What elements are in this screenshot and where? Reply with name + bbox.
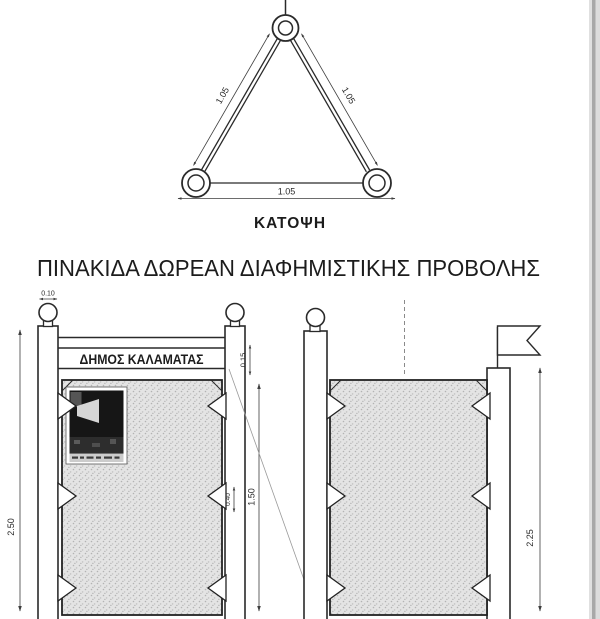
plan-strut-right — [290, 38, 369, 171]
dim-label-side-right: 1.05 — [339, 85, 358, 106]
dim-label-total-height: 2.50 — [6, 518, 16, 536]
plan-caption: ΚΑΤΟΨΗ — [253, 215, 327, 232]
page-title: ΠΙΝΑΚΙΔΑ ΔΩΡΕΑΝ ΔΙΑΦΗΜΙΣΤΙΚΗΣ ΠΡΟΒΟΛΗΣ — [37, 255, 540, 281]
poster-photo — [66, 387, 127, 464]
side-display-panel — [330, 380, 487, 615]
flag-icon — [498, 326, 541, 355]
dim-label-panel-height: 1.50 — [246, 488, 257, 506]
plan-joint-bottom-left — [182, 169, 210, 197]
plan-joint-top — [273, 15, 299, 41]
dim-label-side-height: 2.25 — [525, 529, 535, 547]
sphere-finial-right — [226, 304, 244, 322]
sphere-finial — [307, 309, 325, 327]
front-post-right — [225, 326, 245, 619]
dim-label-base: 1.05 — [277, 186, 296, 197]
side-elevation — [304, 300, 540, 619]
page-edge-shadow — [589, 0, 600, 619]
side-post-left — [304, 331, 327, 619]
front-elevation — [6, 291, 318, 619]
front-post-left — [38, 326, 58, 619]
dim-label-banner-height: 0.15 — [238, 352, 248, 368]
plan-joint-bottom-right — [363, 169, 391, 197]
plan-strut-left — [201, 38, 280, 171]
dim-line-side-right — [302, 34, 378, 166]
plan-view — [178, 0, 395, 232]
dim-label-notch: 0.40 — [225, 493, 232, 506]
sphere-finial-left — [39, 304, 57, 322]
municipality-banner-label: ΔΗΜΟΣ ΚΑΛΑΜΑΤΑΣ — [79, 352, 204, 367]
dim-line-side-left — [194, 34, 270, 166]
dim-label-finial: 0.10 — [41, 290, 55, 298]
dim-label-side-left: 1.05 — [213, 85, 232, 106]
